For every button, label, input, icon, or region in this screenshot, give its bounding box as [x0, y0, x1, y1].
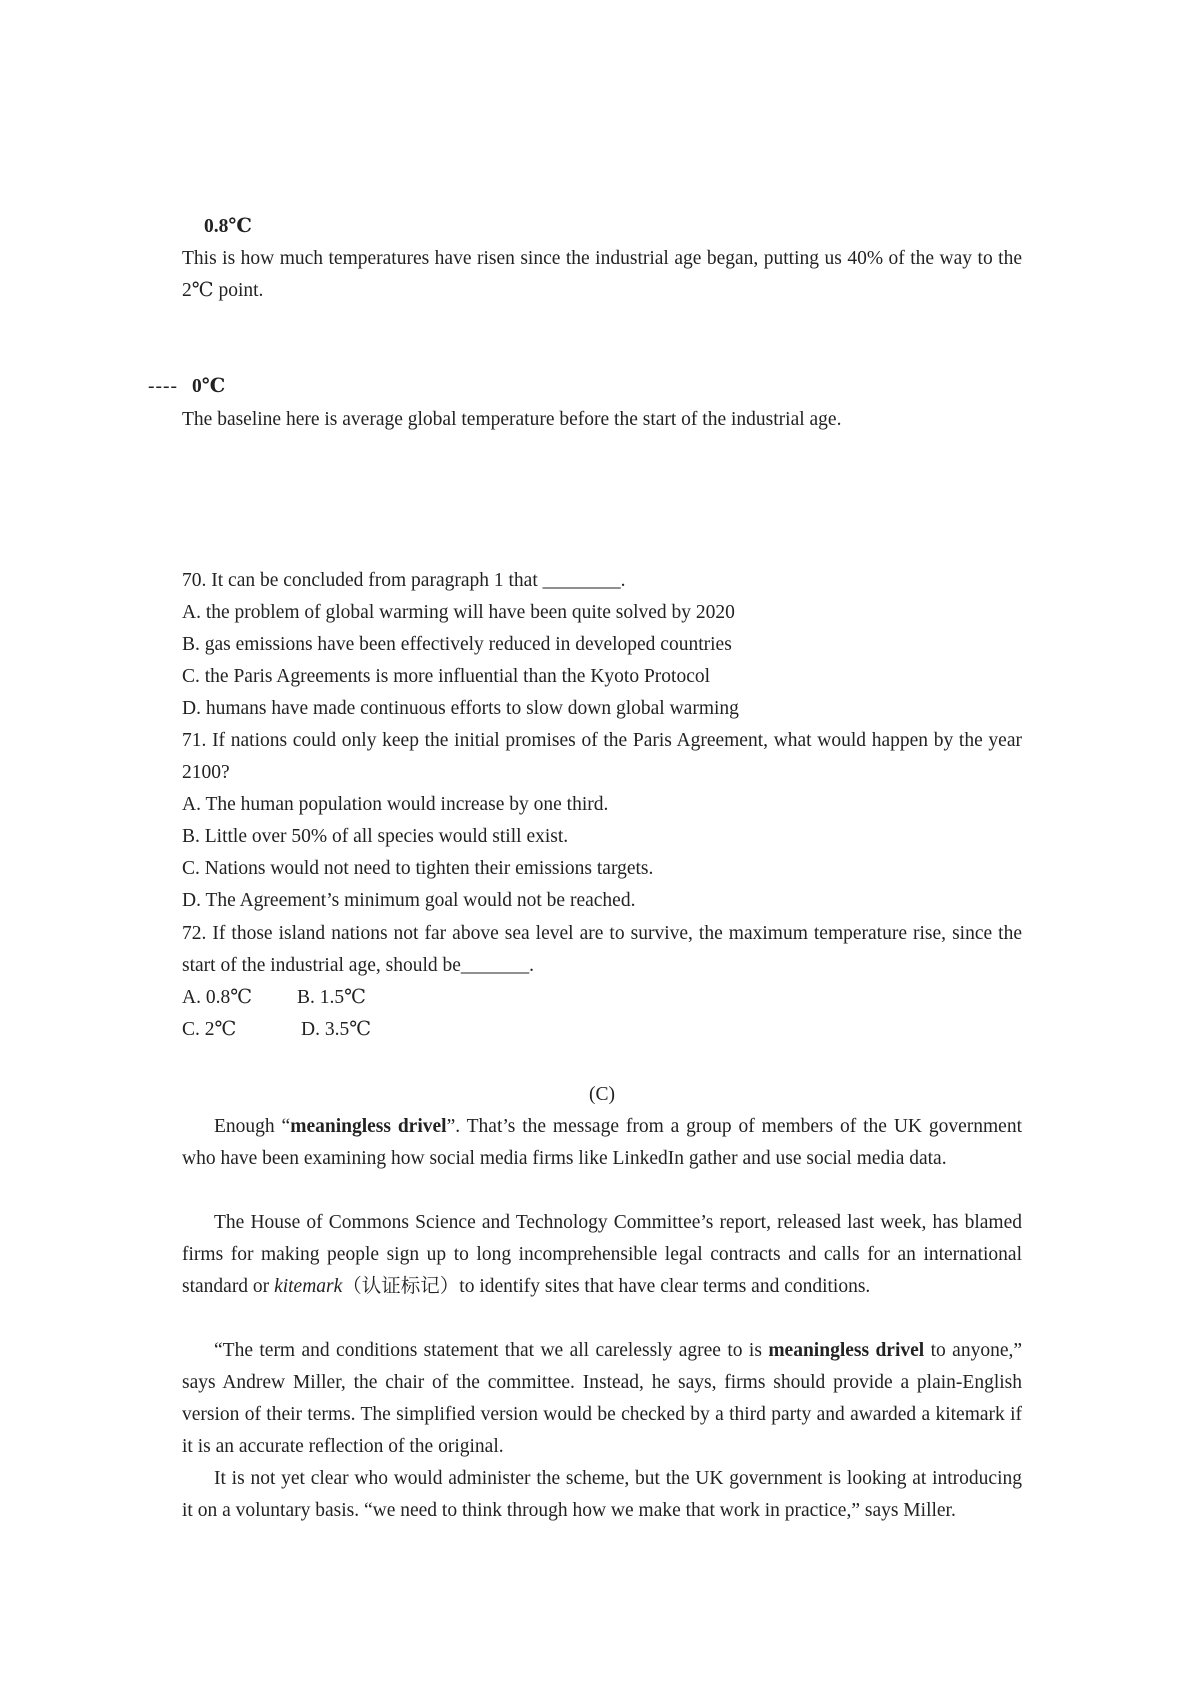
temp-mark-heading: 0.8℃: [204, 216, 252, 237]
section-c-label: (C): [589, 1084, 615, 1105]
paragraph-text: （认证标记）to identify sites that have clear terms and conditions.: [342, 1276, 871, 1297]
question-70: [182, 565, 1022, 725]
answer-option: A. 0.8℃: [182, 987, 253, 1008]
baseline-heading: 0℃: [192, 376, 226, 397]
question-71: [182, 725, 1022, 917]
answer-option: A. the problem of global warming will have been quite solved by 2020: [182, 602, 735, 623]
answer-option: A. The human population would increase by one third.: [182, 794, 609, 815]
answer-option: C. 2℃: [182, 1019, 237, 1040]
answer-option-row: [182, 982, 1022, 1014]
question-stem: 71. If nations could only keep the initial promises of the Paris Agreement, what would happen by the year 2100?: [182, 730, 1022, 783]
baseline-dash: ----: [148, 376, 178, 397]
answer-option: C. Nations would not need to tighten their emissions targets.: [182, 858, 654, 879]
paragraph-text: Enough “: [214, 1116, 291, 1137]
temp-mark-description: This is how much temperatures have risen since the industrial age began, putting us 40% of the way to the 2℃ point.: [182, 248, 1022, 301]
answer-option: C. the Paris Agreements is more influential than the Kyoto Protocol: [182, 666, 711, 687]
passage-paragraph-2: [182, 1207, 1022, 1303]
passage-paragraph-1: [182, 1111, 1022, 1175]
passage-paragraph-3: [182, 1335, 1022, 1463]
answer-option: B. Little over 50% of all species would still exist.: [182, 826, 569, 847]
answer-option: B. 1.5℃: [297, 987, 366, 1008]
paragraph-text: “The term and conditions statement that we all carelessly agree to is: [214, 1340, 769, 1361]
answer-option: B. gas emissions have been effectively reduced in developed countries: [182, 634, 732, 655]
question-72: [182, 918, 1022, 1046]
question-stem: 72. If those island nations not far above sea level are to survive, the maximum temperature rise, since the start of the industrial age, should be_______.: [182, 923, 1022, 976]
paragraph-text: The House of Commons Science and Technology Committee’s report, released last week, has blamed firms for making people sign up to long incomprehensible legal contracts and calls for an international standard or: [182, 1212, 1022, 1297]
bold-phrase: meaningless drivel: [290, 1116, 447, 1137]
italic-term: kitemark: [274, 1276, 343, 1297]
baseline-description: The baseline here is average global temperature before the start of the industrial age.: [182, 409, 842, 430]
bold-phrase: meaningless drivel: [768, 1340, 925, 1361]
answer-option: D. 3.5℃: [301, 1019, 372, 1040]
answer-option: D. The Agreement’s minimum goal would not be reached.: [182, 890, 636, 911]
question-stem: 70. It can be concluded from paragraph 1 that ________.: [182, 570, 626, 591]
paragraph-text: ”. That’s the message from a group of members of the UK government who have been examining how social media firms like LinkedIn gather and use social media data.: [182, 1116, 1022, 1169]
paragraph-text: to anyone,” says Andrew Miller, the chair of the committee. Instead, he says, firms should provide a plain-English version of their terms. The simplified version would be checked by a third party and awarded a kitemark if it is an accurate reflection of the original.: [182, 1340, 1023, 1457]
answer-option-row: [182, 1014, 1022, 1046]
passage-paragraph-4: It is not yet clear who would administer the scheme, but the UK government is looking at introducing it on a voluntary basis. “we need to think through how we make that work in practice,” says Miller.: [182, 1468, 1022, 1521]
answer-option: D. humans have made continuous efforts to slow down global warming: [182, 698, 739, 719]
